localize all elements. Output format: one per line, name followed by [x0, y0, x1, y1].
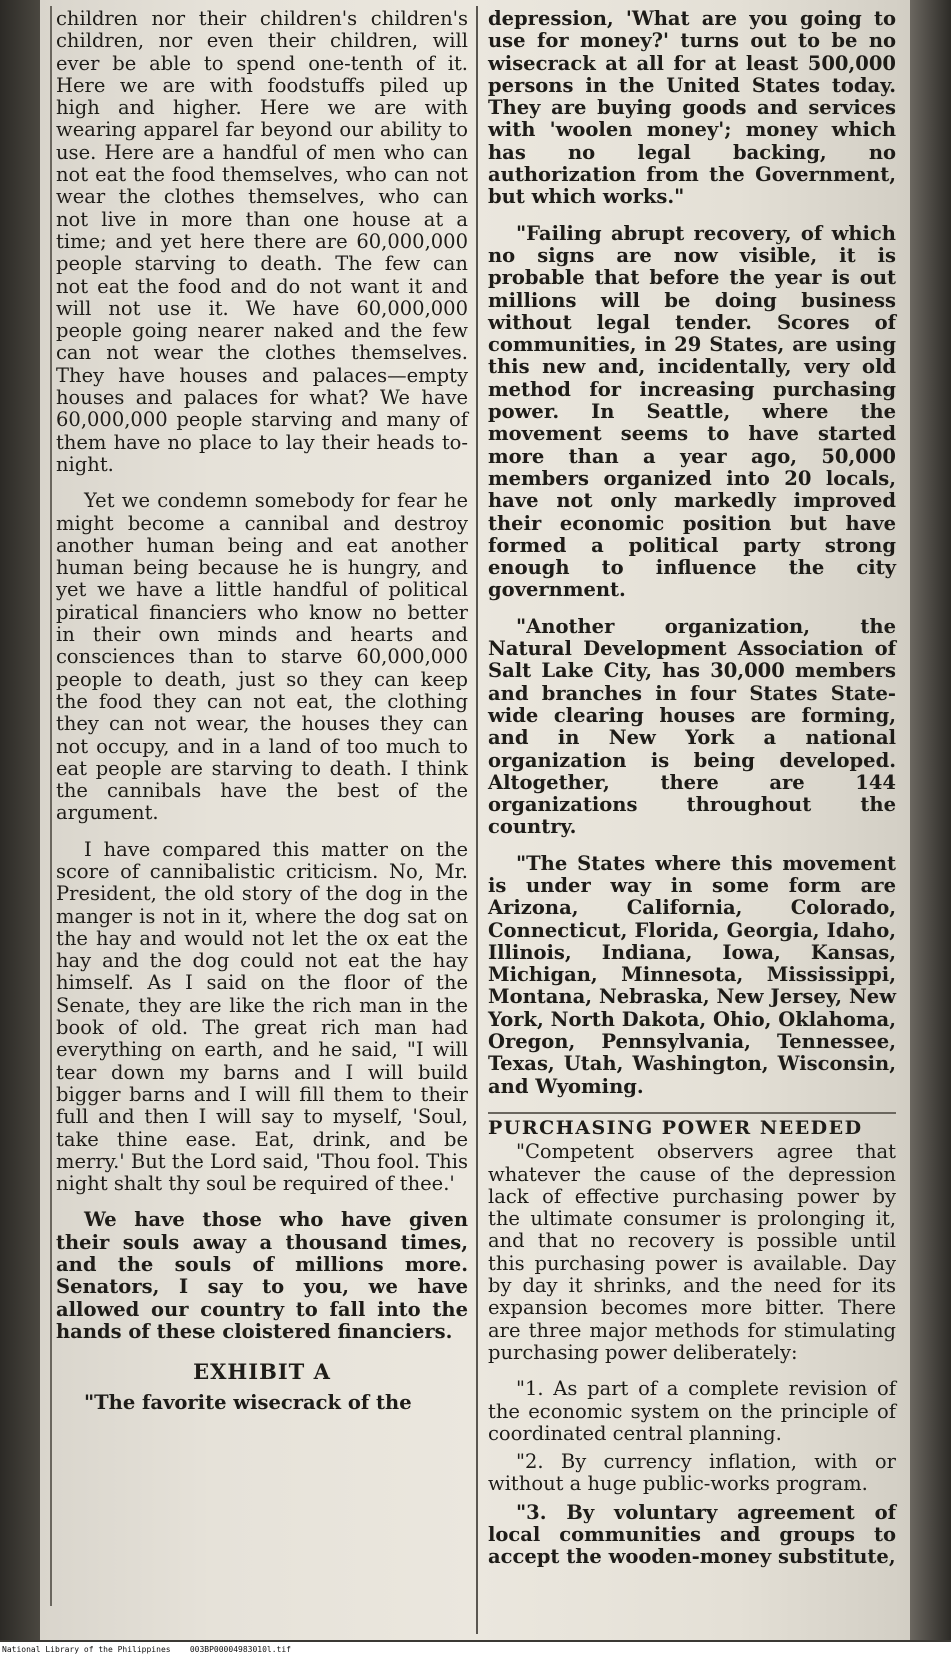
column-divider [476, 6, 478, 1634]
left-column-rule [50, 6, 52, 1606]
left-paragraph-2: Yet we condemn somebody for fear he might become a cannibal and destroy another human being and eat another human being because he is hungry, and yet we have a little handful of political piratical financiers who know no better in their own minds and hearts and consciences than to starve 60,000,000 people to death, just so they can keep the food they can not eat, the clothing they can not wear, the houses they can not occupy, and in a land of too much to eat people are starving to death. I think the cannibals have the best of the argument. [56, 489, 468, 825]
right-paragraph-3: "Another organization, the Natural Development Association of Salt Lake City, has 30,000 members and branches in four States State-wide clearing houses are forming, and in New York a national organization is being developed. Altogether, there are 144 organizations throughout the country. [488, 614, 896, 839]
method-2: "2. By currency inflation, with or without a huge public-works program. [488, 1450, 896, 1496]
left-paragraph-3: I have compared this matter on the score of cannibalistic criticism. No, Mr. President, the old story of the dog in the manger is not in it, where the dog sat on the hay and would not let the ox eat the hay and the dog could not eat the hay himself. As I said on the floor of the Senate, they are like the rich man in the book of old. The great rich man had everything on earth, and he said, "I will tear down my barns and I will build bigger barns and I will fill them to their full and then I will say to myself, 'Soul, take thine ease. Eat, drink, and be merry.' But the Lord said, 'Thou fool. This night shalt thy soul be required of thee.' [56, 837, 468, 1196]
footer-file-id: 003BP00004983010l.tif [189, 1645, 291, 1654]
scan-edge-right [910, 0, 951, 1640]
exhibit-intro: "The favorite wisecrack of the [84, 1390, 412, 1414]
right-paragraph-1: depression, 'What are you going to use for money?' turns out to be no wisecrack at all for at least 500,000 persons in the United States today. They are buying goods and services with 'woolen money'; money which has no legal backing, no authorization from the Government, but which works." [488, 7, 896, 209]
left-paragraph-4: We have those who have given their souls away a thousand times, and the souls of millions more. Senators, I say to you, we have allowed our country to fall into the hands of these cloistered financiers. [56, 1208, 468, 1343]
right-paragraph-4: "The States where this movement is under way in some form are Arizona, California, Colorado, Connecticut, Florida, Georgia, Idaho, Illinois, Indiana, Iowa, Kansas, Michigan, Minnesota, Mississippi, Montana, Nebraska, New Jersey, New York, North Dakota, Ohio, Oklahoma, Oregon, Pennsylvania, Tennessee, Texas, Utah, Washington, Wisconsin, and Wyoming. [488, 851, 896, 1098]
footer-source: National Library of the Philippines [2, 1645, 171, 1654]
scan-footer [0, 1642, 951, 1658]
right-paragraph-5: "Competent observers agree that whatever the cause of the depression lack of effective purchasing power by the ultimate consumer is prolonging it, and that no recovery is possible until this purchasing power is available. Day by day it shrinks, and the need for its expansion becomes more bitter. There are three major methods for stimulating purchasing power deliberately: [488, 1140, 896, 1364]
right-paragraph-2: "Failing abrupt recovery, of which no signs are now visible, it is probable that before the year is out millions will be doing business without legal tender. Scores of communities, in 29 States, are using this new and, incidentally, very old method for increasing purchasing power. In Seattle, where the movement seems to have started more than a year ago, 50,000 members organized into 20 locals, have not only markedly improved their economic position but have formed a political party strong enough to influence the city government. [488, 221, 896, 602]
scan-edge-left [0, 0, 40, 1640]
left-column [56, 8, 468, 1428]
section-subheading: PURCHASING POWER NEEDED [488, 1112, 896, 1139]
method-1: "1. As part of a complete revision of the economic system on the principle of coordinated central planning. [488, 1377, 896, 1445]
method-3: "3. By voluntary agreement of local communities and groups to accept the wooden-money substitute, [488, 1500, 896, 1569]
exhibit-heading: EXHIBIT A [193, 1359, 331, 1385]
right-column [488, 8, 896, 1569]
left-paragraph-1: children nor their children's children's children, nor even their children, will ever be able to spend one-tenth of it. Here we are with foodstuffs piled up high and higher. Here we are with wearing apparel far beyond our ability to use. Here are a handful of men who can not eat the food themselves, who can not wear the clothes themselves, who can not live in more than one house at a time; and yet here there are 60,000,000 people starving to death. The few can not eat the food and do not want it and will not use it. We have 60,000,000 people going nearer naked and the few can not wear the clothes themselves. They have houses and palaces—empty houses and palaces for what? We have 60,000,000 people starving and many of them have no place to lay their heads to-night. [56, 7, 468, 476]
